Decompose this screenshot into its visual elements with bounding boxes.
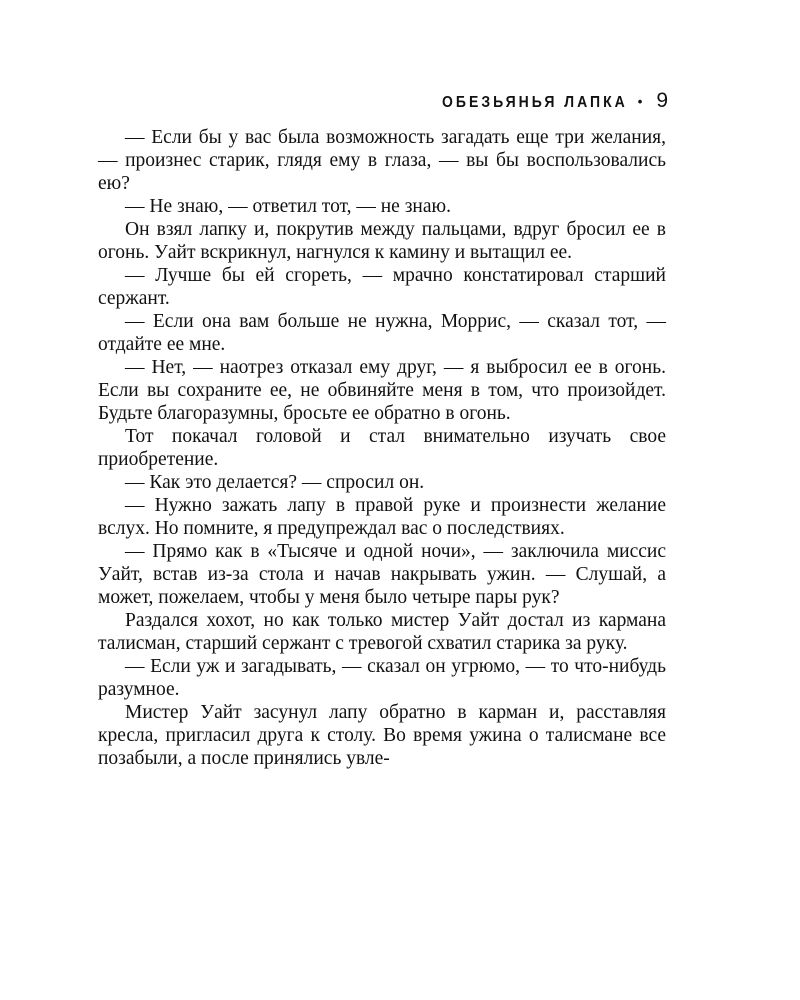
paragraph: — Нужно зажать лапу в правой руке и произнести желание вслух. Но помните, я предупреждал вас о последствиях. [98,495,666,539]
paragraph: — Прямо как в «Тысяче и одной ночи», — заключила миссис Уайт, встав из-за стола и начав накрывать ужин. — Слушай, а может, пожелаем, чтобы у меня было четыре пары рук? [98,541,666,608]
running-title: ОБЕЗЬЯНЬЯ ЛАПКА [442,91,628,111]
paragraph: — Если уж и загадывать, — сказал он угрюмо, — то что-нибудь разумное. [98,656,666,700]
paragraph: — Не знаю, — ответил тот, — не знаю. [125,196,451,217]
paragraph: — Если бы у вас была возможность загадать еще три желания, — произнес старик, глядя ему в глаза, — вы бы воспользовались ею? [98,127,666,194]
paragraph: — Нет, — наотрез отказал ему друг, — я выбросил ее в огонь. Если вы сохраните ее, не обвиняйте меня в том, что произойдет. Будьте благоразумны, бросьте ее обратно в огонь. [98,357,666,424]
body-text [98,126,666,770]
bullet-separator: • [637,93,643,109]
paragraph: Тот покачал головой и стал внимательно изучать свое приобретение. [98,426,666,470]
paragraph: Раздался хохот, но как только мистер Уайт достал из кармана талисман, старший сержант с тревогой схватил старика за руку. [98,610,666,654]
paragraph: Он взял лапку и, покрутив между пальцами, вдруг бросил ее в огонь. Уайт вскрикнул, нагнулся к камину и вытащил ее. [98,219,666,263]
paragraph: — Если она вам больше не нужна, Моррис, — сказал тот, — отдайте ее мне. [98,311,666,355]
paragraph: — Лучше бы ей сгореть, — мрачно констатировал старший сержант. [98,265,666,309]
paragraph: — Как это делается? — спросил он. [125,472,425,493]
paragraph: Мистер Уайт засунул лапу обратно в карман и, расставляя кресла, пригласил друга к столу. Во время ужина о талисмане все позабыли, а после принялись увле- [98,702,666,769]
page-number: 9 [656,89,668,112]
running-head [90,88,668,114]
